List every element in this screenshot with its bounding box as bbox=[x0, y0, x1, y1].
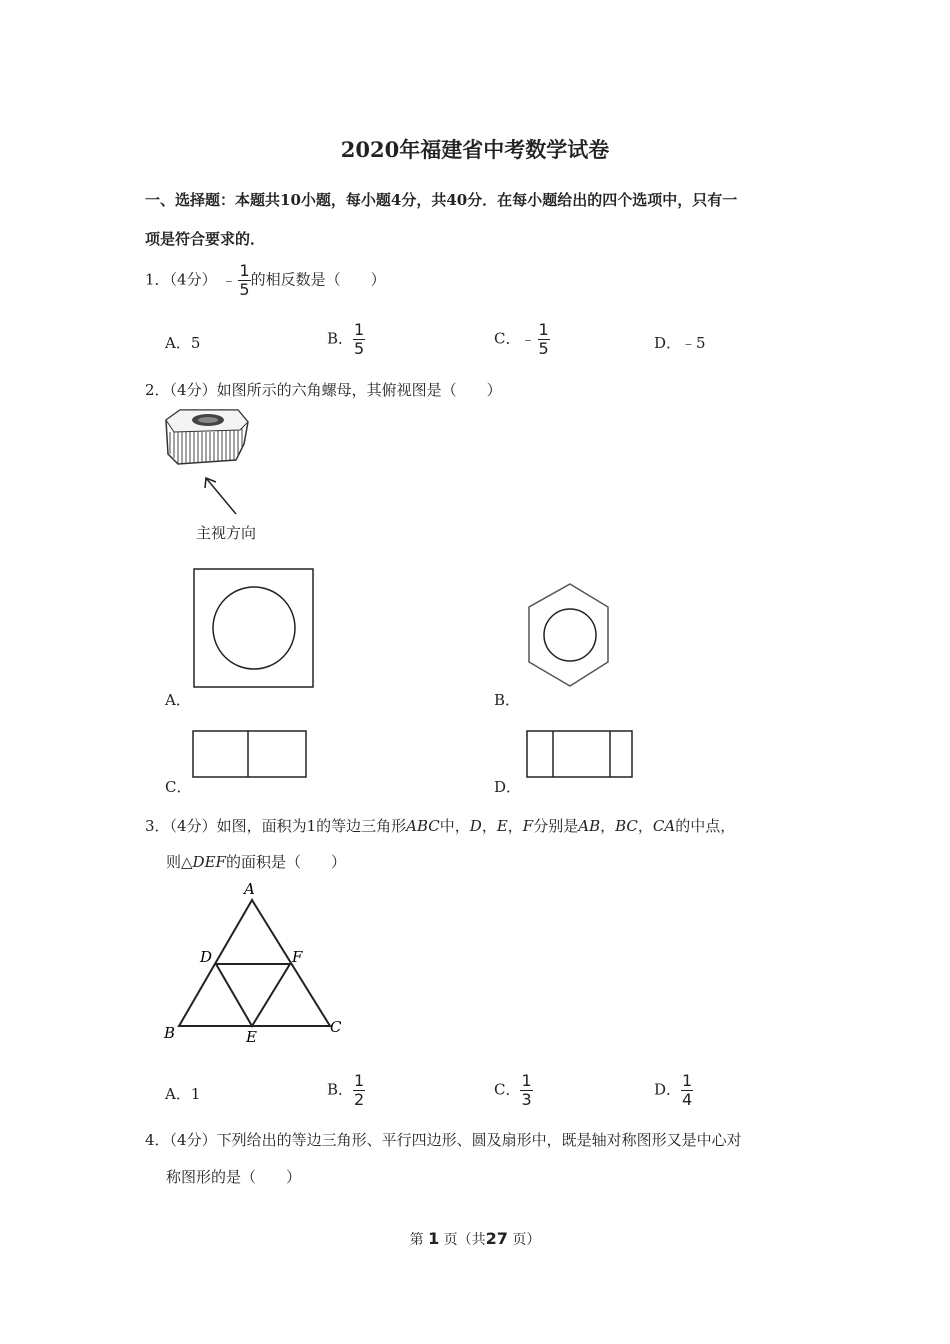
fraction-denominator: 5 bbox=[354, 339, 365, 358]
rectangle-outline bbox=[527, 731, 632, 777]
rectangle-outline bbox=[193, 731, 306, 777]
triangle-figure bbox=[160, 878, 350, 1048]
section-heading-line1: 一、选择题：本题共10小题，每小题4分，共40分．在每小题给出的四个选项中，只有一 bbox=[145, 191, 738, 209]
fraction-denominator: 2 bbox=[354, 1090, 365, 1109]
triangle-def-name: DEF bbox=[192, 853, 226, 871]
option-label: A． bbox=[165, 334, 191, 352]
triangle-name: ABC bbox=[406, 817, 440, 835]
circle-outline bbox=[544, 609, 596, 661]
fraction-denominator: 5 bbox=[239, 280, 250, 299]
question-4-line2: 称图形的是（ ） bbox=[166, 1168, 302, 1186]
label-d: D bbox=[200, 948, 213, 966]
question-text: 的相反数是（ ） bbox=[250, 270, 386, 289]
q2-option-d-figure bbox=[524, 728, 636, 780]
question-3-line2 bbox=[166, 851, 346, 872]
option-text: ﹣5 bbox=[681, 334, 706, 352]
page-footer bbox=[0, 1229, 950, 1249]
question-2 bbox=[145, 379, 502, 400]
fraction-numerator: 1 bbox=[354, 320, 365, 339]
question-4 bbox=[145, 1129, 742, 1150]
footer-text: 页） bbox=[512, 1232, 541, 1248]
question-text: 的面积是（ ） bbox=[225, 853, 346, 871]
separator: ， bbox=[507, 817, 523, 835]
question-number: 2． bbox=[145, 381, 170, 399]
minus-sign: ﹣ bbox=[221, 270, 237, 289]
view-direction-arrow bbox=[206, 478, 236, 514]
fraction bbox=[681, 1072, 693, 1109]
fraction-numerator: 1 bbox=[239, 261, 250, 280]
q1-option-a bbox=[165, 332, 200, 353]
fraction-numerator: 1 bbox=[538, 320, 549, 339]
question-text: （4分）下列给出的等边三角形、平行四边形、圆及扇形中，既是轴对称图形又是中心对 bbox=[169, 1131, 742, 1149]
option-label: C． bbox=[494, 1080, 521, 1099]
fraction-numerator: 1 bbox=[682, 1071, 693, 1090]
q3-option-d bbox=[654, 1072, 693, 1109]
fraction-numerator: 1 bbox=[354, 1071, 365, 1090]
nut-hole-inner bbox=[198, 417, 218, 423]
option-label: B． bbox=[327, 329, 354, 348]
fraction bbox=[353, 1072, 365, 1109]
page-title: 2020年福建省中考数学试卷 bbox=[340, 137, 610, 162]
point-d: D bbox=[469, 817, 482, 835]
q3-option-c bbox=[494, 1072, 533, 1109]
question-score: （4分） bbox=[169, 270, 217, 289]
segment-ab: AB bbox=[578, 817, 601, 835]
q3-option-b bbox=[327, 1072, 365, 1109]
fraction-denominator: 3 bbox=[521, 1090, 532, 1109]
point-e: E bbox=[496, 817, 508, 835]
label-b: B bbox=[164, 1024, 176, 1042]
question-3 bbox=[145, 815, 735, 836]
option-text: 1 bbox=[190, 1085, 201, 1103]
option-label: D． bbox=[654, 1080, 682, 1099]
fraction bbox=[538, 321, 550, 358]
question-number: 4． bbox=[145, 1131, 170, 1149]
separator: ， bbox=[481, 817, 497, 835]
question-1 bbox=[145, 262, 386, 299]
segment-bc: BC bbox=[615, 817, 638, 835]
fraction bbox=[520, 1072, 532, 1109]
label-f: F bbox=[292, 948, 303, 966]
question-text: （4分）如图，面积为1的等边三角形 bbox=[169, 817, 407, 835]
label-e: E bbox=[246, 1028, 257, 1046]
q1-option-b bbox=[327, 321, 365, 358]
total-page-count: 27 bbox=[485, 1229, 508, 1248]
minus-sign: ﹣ bbox=[520, 329, 536, 348]
option-label: C． bbox=[494, 329, 521, 348]
separator: ， bbox=[600, 817, 616, 835]
option-label: D． bbox=[654, 334, 682, 352]
q2-option-c-label: C． bbox=[165, 778, 192, 796]
label-c: C bbox=[330, 1018, 342, 1036]
question-text: 分别是 bbox=[533, 817, 579, 835]
segment-ca: CA bbox=[652, 817, 676, 835]
question-number: 3． bbox=[145, 817, 170, 835]
q2-option-b-label: B． bbox=[494, 691, 521, 709]
question-text: （4分）如图所示的六角螺母，其俯视图是（ ） bbox=[169, 381, 502, 399]
label-a: A bbox=[244, 880, 255, 898]
view-direction-caption: 主视方向 bbox=[196, 524, 257, 542]
question-text: 则△ bbox=[166, 853, 193, 871]
fraction-denominator: 4 bbox=[682, 1090, 693, 1109]
option-text: 5 bbox=[190, 334, 201, 352]
q2-option-a-label: A． bbox=[165, 691, 191, 709]
q2-option-b-figure bbox=[520, 580, 620, 692]
fraction bbox=[238, 262, 250, 299]
fraction-denominator: 5 bbox=[538, 339, 549, 358]
triangle-def bbox=[216, 964, 290, 1026]
point-f: F bbox=[522, 817, 534, 835]
q2-option-a-figure bbox=[190, 566, 318, 690]
option-label: A． bbox=[165, 1085, 191, 1103]
q2-option-d-label: D． bbox=[494, 778, 522, 796]
circle-outline bbox=[213, 587, 295, 669]
fraction bbox=[353, 321, 365, 358]
section-heading-line2: 项是符合要求的． bbox=[145, 230, 266, 248]
option-label: B． bbox=[327, 1080, 354, 1099]
question-text: 的中点， bbox=[675, 817, 736, 835]
current-page-number: 1 bbox=[428, 1229, 440, 1248]
question-number: 1． bbox=[145, 270, 170, 289]
question-text: 中， bbox=[439, 817, 470, 835]
q2-option-c-figure bbox=[190, 728, 310, 780]
footer-text: 第 bbox=[409, 1232, 424, 1248]
separator: ， bbox=[637, 817, 653, 835]
q3-option-a bbox=[165, 1083, 200, 1104]
q1-option-d bbox=[654, 332, 706, 353]
q1-option-c bbox=[494, 321, 550, 358]
footer-text: 页（共 bbox=[443, 1232, 486, 1248]
fraction-numerator: 1 bbox=[521, 1071, 532, 1090]
